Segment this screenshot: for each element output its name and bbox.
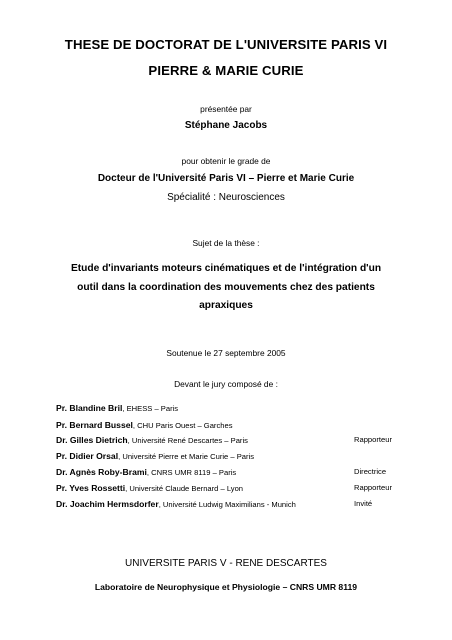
jury-member [56, 435, 416, 449]
jury-member-affiliation: , Université Pierre et Marie Curie – Paris [118, 452, 254, 461]
jury-member-role: Directrice [354, 467, 387, 476]
jury-member-affiliation: , Université Ludwig Maximilians - Munich [158, 500, 296, 509]
jury-member-role: Invité [354, 499, 373, 508]
presented-by-label: présentée par [200, 104, 252, 114]
jury-member-affiliation: , Université Claude Bernard – Lyon [125, 484, 244, 493]
jury-member-role: Rapporteur [354, 435, 392, 444]
header-line-2: PIERRE & MARIE CURIE [148, 63, 304, 78]
jury-member-name: Dr. Joachim Hermsdorfer [56, 499, 159, 509]
jury-member [56, 467, 416, 481]
jury-member-name: Pr. Yves Rossetti [56, 483, 126, 493]
author-name: Stéphane Jacobs [184, 120, 268, 131]
jury-member-name: Dr. Agnès Roby-Brami [56, 467, 147, 477]
jury-member-name: Pr. Blandine Bril [56, 403, 123, 413]
thesis-subject [40, 260, 412, 316]
defense-date: Soutenue le 27 septembre 2005 [166, 348, 286, 358]
laboratory-name: Laboratoire de Neurophysique et Physiologie – CNRS UMR 8119 [94, 582, 358, 592]
jury-member [56, 451, 416, 465]
jury-member [56, 499, 416, 513]
header-line-1: THESE DE DOCTORAT DE L'UNIVERSITE PARIS VI [64, 37, 388, 52]
jury-member-name: Pr. Bernard Bussel [56, 420, 133, 430]
speciality: Spécialité : Neurosciences [167, 192, 285, 203]
degree-label: pour obtenir le grade de [181, 156, 271, 166]
jury-member-affiliation: , CHU Paris Ouest – Garches [132, 421, 233, 430]
thesis-subject-line: outil dans la coordination des mouvements chez des patients [77, 281, 375, 293]
jury-member [56, 483, 416, 497]
jury-label: Devant le jury composé de : [174, 379, 278, 389]
jury-member-affiliation: , EHESS – Paris [122, 404, 179, 413]
university-name: UNIVERSITE PARIS V - RENE DESCARTES [125, 558, 327, 569]
jury-member-role: Rapporteur [354, 483, 392, 492]
subject-label: Sujet de la thèse : [192, 238, 260, 248]
jury-member-name: Pr. Didier Orsal [56, 451, 119, 461]
jury-member-name: Dr. Gilles Dietrich [56, 435, 128, 445]
thesis-subject-line: Etude d'invariants moteurs cinématiques et de l'intégration d'un [70, 263, 382, 274]
degree-title: Docteur de l'Université Paris VI – Pierre et Marie Curie [97, 173, 355, 184]
jury-member [56, 420, 416, 434]
thesis-subject-line: apraxiques [199, 300, 253, 311]
jury-member [56, 403, 416, 417]
jury-member-affiliation: , CNRS UMR 8119 – Paris [146, 468, 237, 477]
jury-member-affiliation: , Université René Descartes – Paris [127, 436, 248, 445]
